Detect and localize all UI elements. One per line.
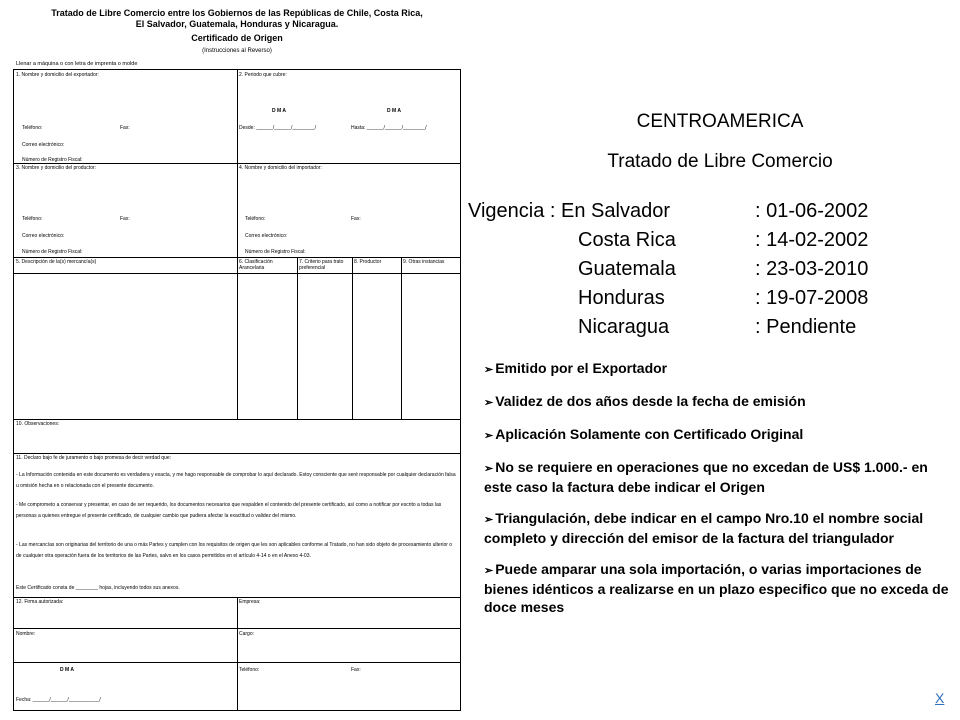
region-title: CENTROAMERICA	[636, 111, 804, 132]
field-10-label: 10. Observaciones:	[16, 421, 60, 427]
vigencia-country: Nicaragua	[578, 316, 670, 338]
dma-label: D M A	[387, 108, 401, 114]
dma-label: D M A	[272, 108, 286, 114]
email-label: Correo electrónico:	[22, 142, 65, 148]
vigencia-country: Honduras	[578, 287, 665, 309]
arrow-bullet-icon: ➢	[484, 364, 494, 376]
field-11-label: 11. Declaro bajo fe de juramento o bajo promesa de decir verdad que:	[16, 455, 172, 461]
list-item	[484, 359, 954, 379]
phone-label: Teléfono:	[245, 216, 266, 222]
list-item-text: Puede amparar una sola importación, o varias importaciones de bienes idénticos a realizarse en un plazo especifico que no exceda de doce meses	[484, 561, 949, 615]
agreement-title: Tratado de Libre Comercio	[607, 151, 833, 172]
list-item	[484, 392, 954, 412]
tax-id-label: Número de Registro Fiscal:	[22, 157, 83, 163]
list-item-text: Aplicación Solamente con Certificado Original	[495, 426, 804, 442]
declaration-4: Este Certificado consta de ________ hojas, incluyendo todos sus anexos.	[16, 585, 180, 591]
email-label: Correo electrónico:	[22, 233, 65, 239]
list-item-text: Triangulación, debe indicar en el campo Nro.10 el nombre social completo y dirección del emisor de la factura del triangulador	[484, 510, 924, 546]
close-link[interactable]: X	[935, 690, 945, 706]
declaration-1: - La Información contenida en este documento es verdadera y exacta, y me hago responsable de comprobar lo aquí declarado. Estoy consciente que seré responsable por cualquier declaración falsa u omisión hecha en o relacionada con el presente documento.	[16, 472, 456, 489]
arrow-bullet-icon: ➢	[484, 430, 494, 442]
date-field: Fecha: ______/______/___________/	[16, 697, 101, 703]
vigencia-date: : 23-03-2010	[755, 258, 869, 280]
list-item	[484, 458, 954, 496]
from-date: Desde: ______/______/________/	[239, 125, 317, 131]
field-3-label: 3. Nombre y domicilio del productor:	[16, 165, 97, 171]
form-rule	[352, 257, 353, 419]
form-title-line1: Tratado de Libre Comercio entre los Gobiernos de las Repúblicas de Chile, Costa Rica,	[51, 8, 423, 18]
field-6-label: 6. Clasificación Arancelaria	[239, 259, 273, 271]
vigencia-date: : 19-07-2008	[755, 287, 869, 309]
tax-id-label: Número de Registro Fiscal:	[245, 249, 306, 255]
tax-id-label: Número de Registro Fiscal:	[22, 249, 83, 255]
form-rule	[237, 597, 238, 711]
vigencia-date: : Pendiente	[755, 316, 857, 338]
form-fill-note: Llenar a máquina o con letra de imprenta o molde	[16, 61, 138, 67]
position-label: Cargo:	[239, 631, 255, 637]
form-rule	[14, 419, 460, 420]
vigencia-date: : 14-02-2002	[755, 229, 869, 251]
declaration-2: - Me comprometo a conservar y presentar, en caso de ser requerido, los documentos necesarios que respalden el contenido del presente certificado, así como a notificar por escrito a todas las personas a quienes entregue el presente certificado, de cualquier cambio que pudiera afectar la exactitud o validez del mismo.	[16, 502, 442, 519]
vigencia-label: Vigencia : En Salvador	[468, 200, 670, 222]
fax-label: Fax:	[351, 216, 361, 222]
form-title-line3: Certificado de Origen	[191, 33, 283, 43]
field-7-label: 7. Criterio para trato preferencial	[299, 259, 344, 271]
field-1-label: 1. Nombre y domicilio del exportador:	[16, 72, 99, 78]
arrow-bullet-icon: ➢	[484, 463, 494, 475]
arrow-bullet-icon: ➢	[484, 565, 494, 577]
list-item-text: Emitido por el Exportador	[495, 360, 668, 376]
phone-label: Teléfono:	[22, 125, 43, 131]
list-item-text: Validez de dos años desde la fecha de emisión	[495, 393, 806, 409]
form-rule	[14, 453, 460, 454]
field-4-label: 4. Nombre y domicilio del importador:	[239, 165, 322, 171]
field-2-label: 2. Periodo que cubre:	[239, 72, 287, 78]
company-label: Empresa:	[239, 599, 261, 605]
arrow-bullet-icon: ➢	[484, 514, 494, 526]
list-item	[484, 509, 954, 547]
field-12-label: 12. Firma autorizada:	[16, 599, 64, 605]
form-rule	[237, 70, 238, 273]
field-9-label: 9. Otras instancias	[403, 259, 445, 265]
email-label: Correo electrónico:	[245, 233, 288, 239]
form-rule	[297, 257, 298, 419]
fax-label: Fax:	[351, 667, 361, 673]
form-title-line4: (Instrucciones al Reverso)	[202, 48, 272, 54]
vigencia-country: Costa Rica	[578, 229, 676, 251]
vigencia-country: Guatemala	[578, 258, 676, 280]
phone-label: Teléfono:	[239, 667, 260, 673]
form-header	[14, 8, 460, 55]
list-item	[484, 425, 954, 445]
form-rule	[237, 257, 238, 419]
name-label: Nombre:	[16, 631, 36, 637]
arrow-bullet-icon: ➢	[484, 397, 494, 409]
requirements-list	[484, 359, 954, 629]
phone-label: Teléfono:	[22, 216, 43, 222]
form-rule	[401, 257, 402, 419]
fax-label: Fax:	[120, 125, 130, 131]
form-title-line2: El Salvador, Guatemala, Honduras y Nicaragua.	[135, 19, 339, 29]
fax-label: Fax:	[120, 216, 130, 222]
certificate-form	[13, 69, 461, 711]
list-item	[484, 560, 954, 616]
declaration-3: - Las mercancías son originarias del territorio de una o más Partes y cumplen con los requisitos de origen que les son aplicables conforme al Tratado, no han sido objeto de procesamiento ulterior o de cualquier otra operación fuera de los territorios de las Partes, salvo en los casos permitidos en el artículo 4-14 o en el Anexo 4-03.	[16, 542, 453, 559]
dma-label: D M A	[60, 667, 74, 673]
field-5-label: 5. Descripción de la(s) mercancía(s)	[16, 259, 97, 265]
to-date: Hasta: ______/______/________/	[351, 125, 427, 131]
field-8-label: 8. Productor	[354, 259, 382, 265]
list-item-text: No se requiere en operaciones que no excedan de US$ 1.000.- en este caso la factura debe indicar el Origen	[484, 459, 928, 495]
vigencia-date: : 01-06-2002	[755, 200, 869, 222]
